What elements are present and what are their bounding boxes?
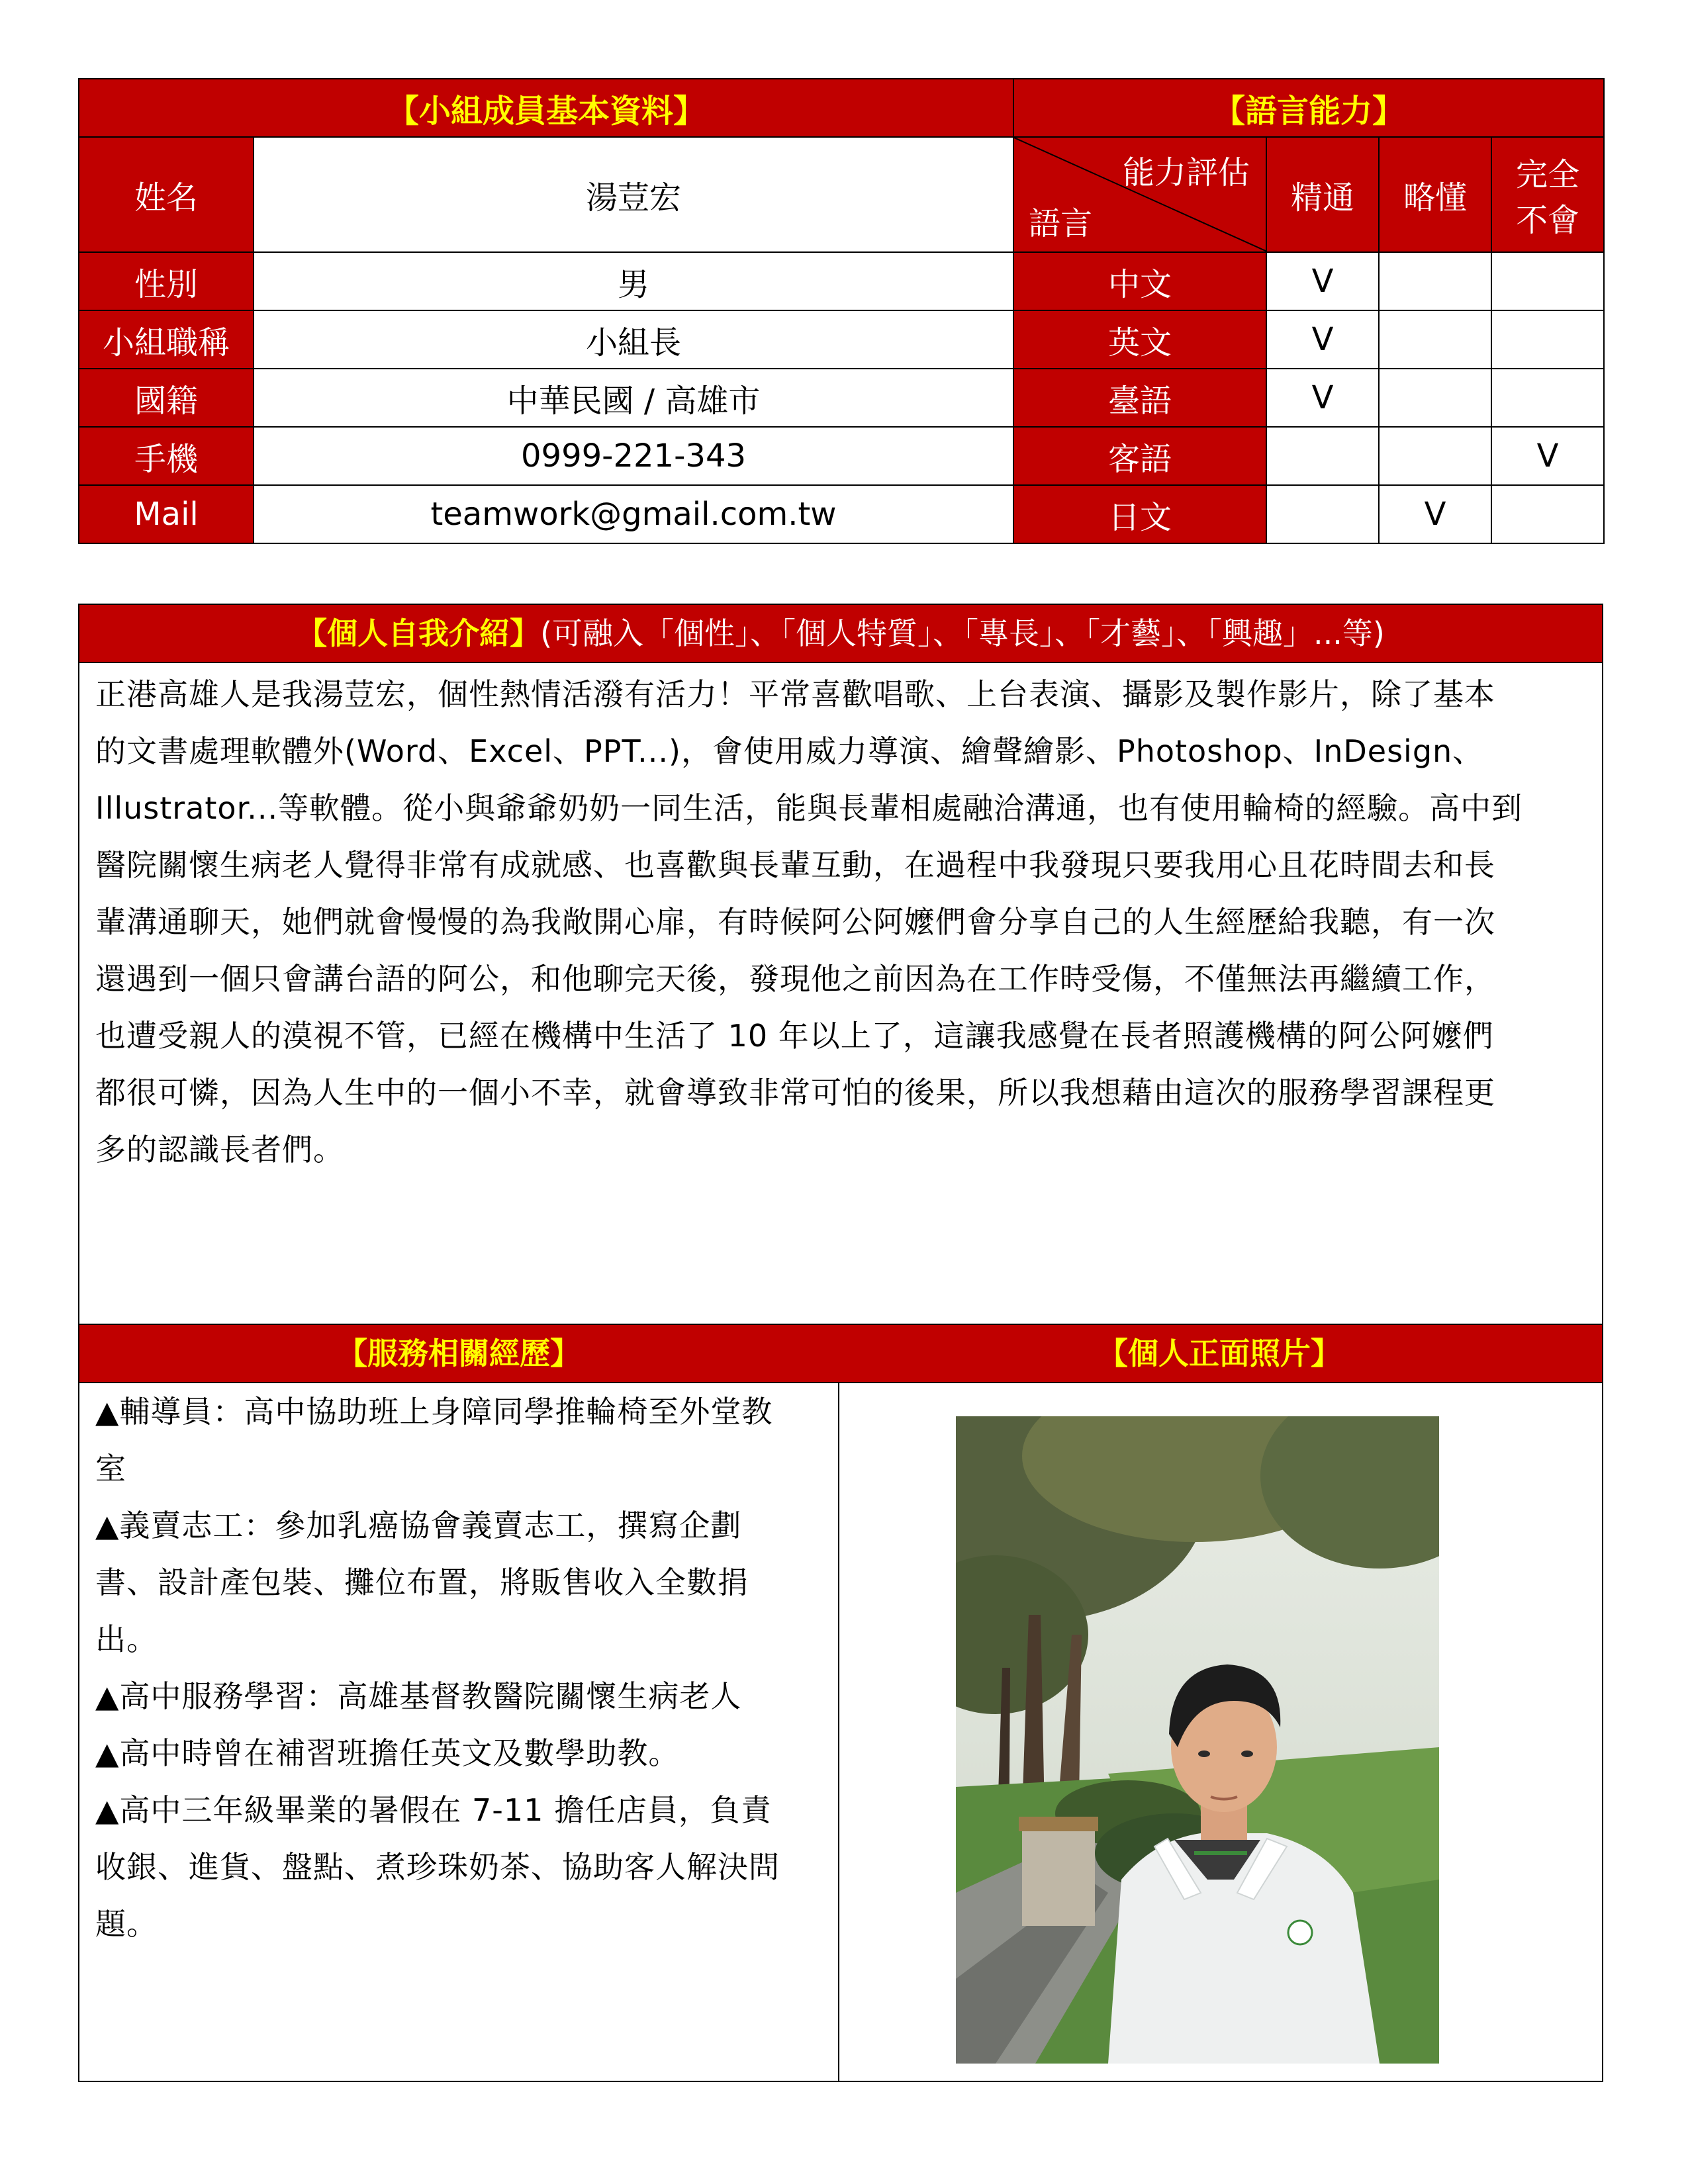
service-list xyxy=(79,1383,838,1952)
intro-line: 醫院關懷生病老人覺得非常有成就感、也喜歡與長輩互動，在過程中我發現只要我用心且花時間去和長 xyxy=(95,847,1495,883)
intro-line: 輩溝通聊天，她們就會慢慢的為我敞開心扉，有時候阿公阿嬤們會分享自己的人生經歷給我聽，有一次 xyxy=(95,904,1495,940)
service-header: 【服務相關經歷】 xyxy=(79,1324,838,1383)
check-cell xyxy=(1266,427,1379,485)
language-header: 【語言能力】 xyxy=(1013,79,1604,137)
check-cell xyxy=(1379,427,1491,485)
intro-line: 還遇到一個只會講台語的阿公，和他聊完天後，發現他之前因為在工作時受傷，不僅無法再繼續工作， xyxy=(95,961,1495,997)
check-cell xyxy=(1491,485,1604,543)
language-diagonal-header xyxy=(1013,137,1266,252)
check-cell: V xyxy=(1266,310,1379,369)
check-cell: V xyxy=(1379,485,1491,543)
service-section xyxy=(78,1324,839,2082)
language-label: 語言 xyxy=(1029,205,1093,242)
level-fluent: 精通 xyxy=(1266,137,1379,252)
service-line: 書、設計產包裝、攤位布置，將販售收入全數捐 xyxy=(95,1565,749,1600)
basic-info-header: 【小組成員基本資料】 xyxy=(79,79,1013,137)
gender-value: 男 xyxy=(254,252,1013,310)
title-label: 小組職稱 xyxy=(79,310,254,369)
basic-and-language-table xyxy=(78,78,1605,544)
name-label: 姓名 xyxy=(79,137,254,252)
intro-line: Illustrator...等軟體。從小與爺爺奶奶一同生活，能與長輩相處融洽溝通，也有使用輪椅的經驗。高中到 xyxy=(95,790,1523,826)
service-line: 題。 xyxy=(95,1906,158,1942)
lang-row-1: 英文 xyxy=(1013,310,1266,369)
photo-section xyxy=(837,1324,1603,2082)
lang-row-4: 日文 xyxy=(1013,485,1266,543)
service-line: ▲高中三年級畢業的暑假在 7-11 擔任店員，負責 xyxy=(95,1792,773,1828)
check-cell xyxy=(1266,485,1379,543)
name-value: 湯荳宏 xyxy=(254,137,1013,252)
service-line: 室 xyxy=(95,1451,126,1486)
service-line: ▲義賣志工：參加乳癌協會義賣志工，撰寫企劃 xyxy=(95,1508,742,1543)
lang-row-0: 中文 xyxy=(1013,252,1266,310)
service-line: 出。 xyxy=(95,1621,158,1657)
ability-label: 能力評估 xyxy=(1123,154,1250,191)
self-intro-text xyxy=(79,663,1602,1178)
mail-label: Mail xyxy=(79,485,254,543)
title-value: 小組長 xyxy=(254,310,1013,369)
nationality-label: 國籍 xyxy=(79,369,254,427)
check-cell xyxy=(1379,369,1491,427)
check-cell xyxy=(1379,310,1491,369)
service-line: ▲輔導員：高中協助班上身障同學推輪椅至外堂教 xyxy=(95,1394,773,1430)
level-none-line2: 不會 xyxy=(1516,202,1580,239)
lang-row-3: 客語 xyxy=(1013,427,1266,485)
intro-line: 也遭受親人的漠視不管，已經在機構中生活了 10 年以上了，這讓我感覺在長者照護機構的阿公阿嬤們 xyxy=(95,1018,1494,1054)
photo-header: 【個人正面照片】 xyxy=(837,1324,1602,1383)
check-cell: V xyxy=(1266,369,1379,427)
level-none-line1: 完全 xyxy=(1516,156,1580,193)
service-line: 收銀、進貨、盤點、煮珍珠奶茶、協助客人解決問 xyxy=(95,1849,780,1885)
nationality-value: 中華民國 / 高雄市 xyxy=(254,369,1013,427)
gender-label: 性別 xyxy=(79,252,254,310)
intro-line: 多的認識長者們。 xyxy=(95,1132,344,1167)
intro-line: 的文書處理軟體外(Word、Excel、PPT...)，會使用威力導演、繪聲繪影、Photoshop、InDesign、 xyxy=(95,733,1484,769)
check-cell xyxy=(1491,369,1604,427)
portrait-illustration xyxy=(956,1416,1439,2064)
check-cell xyxy=(1379,252,1491,310)
lang-row-2: 臺語 xyxy=(1013,369,1266,427)
check-cell: V xyxy=(1266,252,1379,310)
check-cell xyxy=(1491,310,1604,369)
intro-line: 都很可憐，因為人生中的一個小不幸，就會導致非常可怕的後果，所以我想藉由這次的服務學習課程更 xyxy=(95,1075,1495,1111)
phone-label: 手機 xyxy=(79,427,254,485)
intro-line: 正港高雄人是我湯荳宏，個性熱情活潑有活力！平常喜歡唱歌、上台表演、攝影及製作影片，除了基本 xyxy=(95,676,1495,712)
portrait-photo xyxy=(956,1416,1439,2064)
service-line: ▲高中服務學習：高雄基督教醫院關懷生病老人 xyxy=(95,1678,742,1714)
service-line: ▲高中時曾在補習班擔任英文及數學助教。 xyxy=(95,1735,680,1771)
check-cell xyxy=(1491,252,1604,310)
self-intro-section xyxy=(78,604,1603,1326)
phone-value: 0999-221-343 xyxy=(254,427,1013,485)
self-intro-hint: (可融入「個性」、「個人特質」、「專長」、「才藝」、「興趣」...等) xyxy=(540,615,1385,651)
check-cell: V xyxy=(1491,427,1604,485)
self-intro-title: 【個人自我介紹】 xyxy=(297,615,541,651)
level-none xyxy=(1491,137,1604,252)
self-intro-header xyxy=(79,605,1602,663)
mail-value: teamwork@gmail.com.tw xyxy=(254,485,1013,543)
level-basic: 略懂 xyxy=(1379,137,1491,252)
